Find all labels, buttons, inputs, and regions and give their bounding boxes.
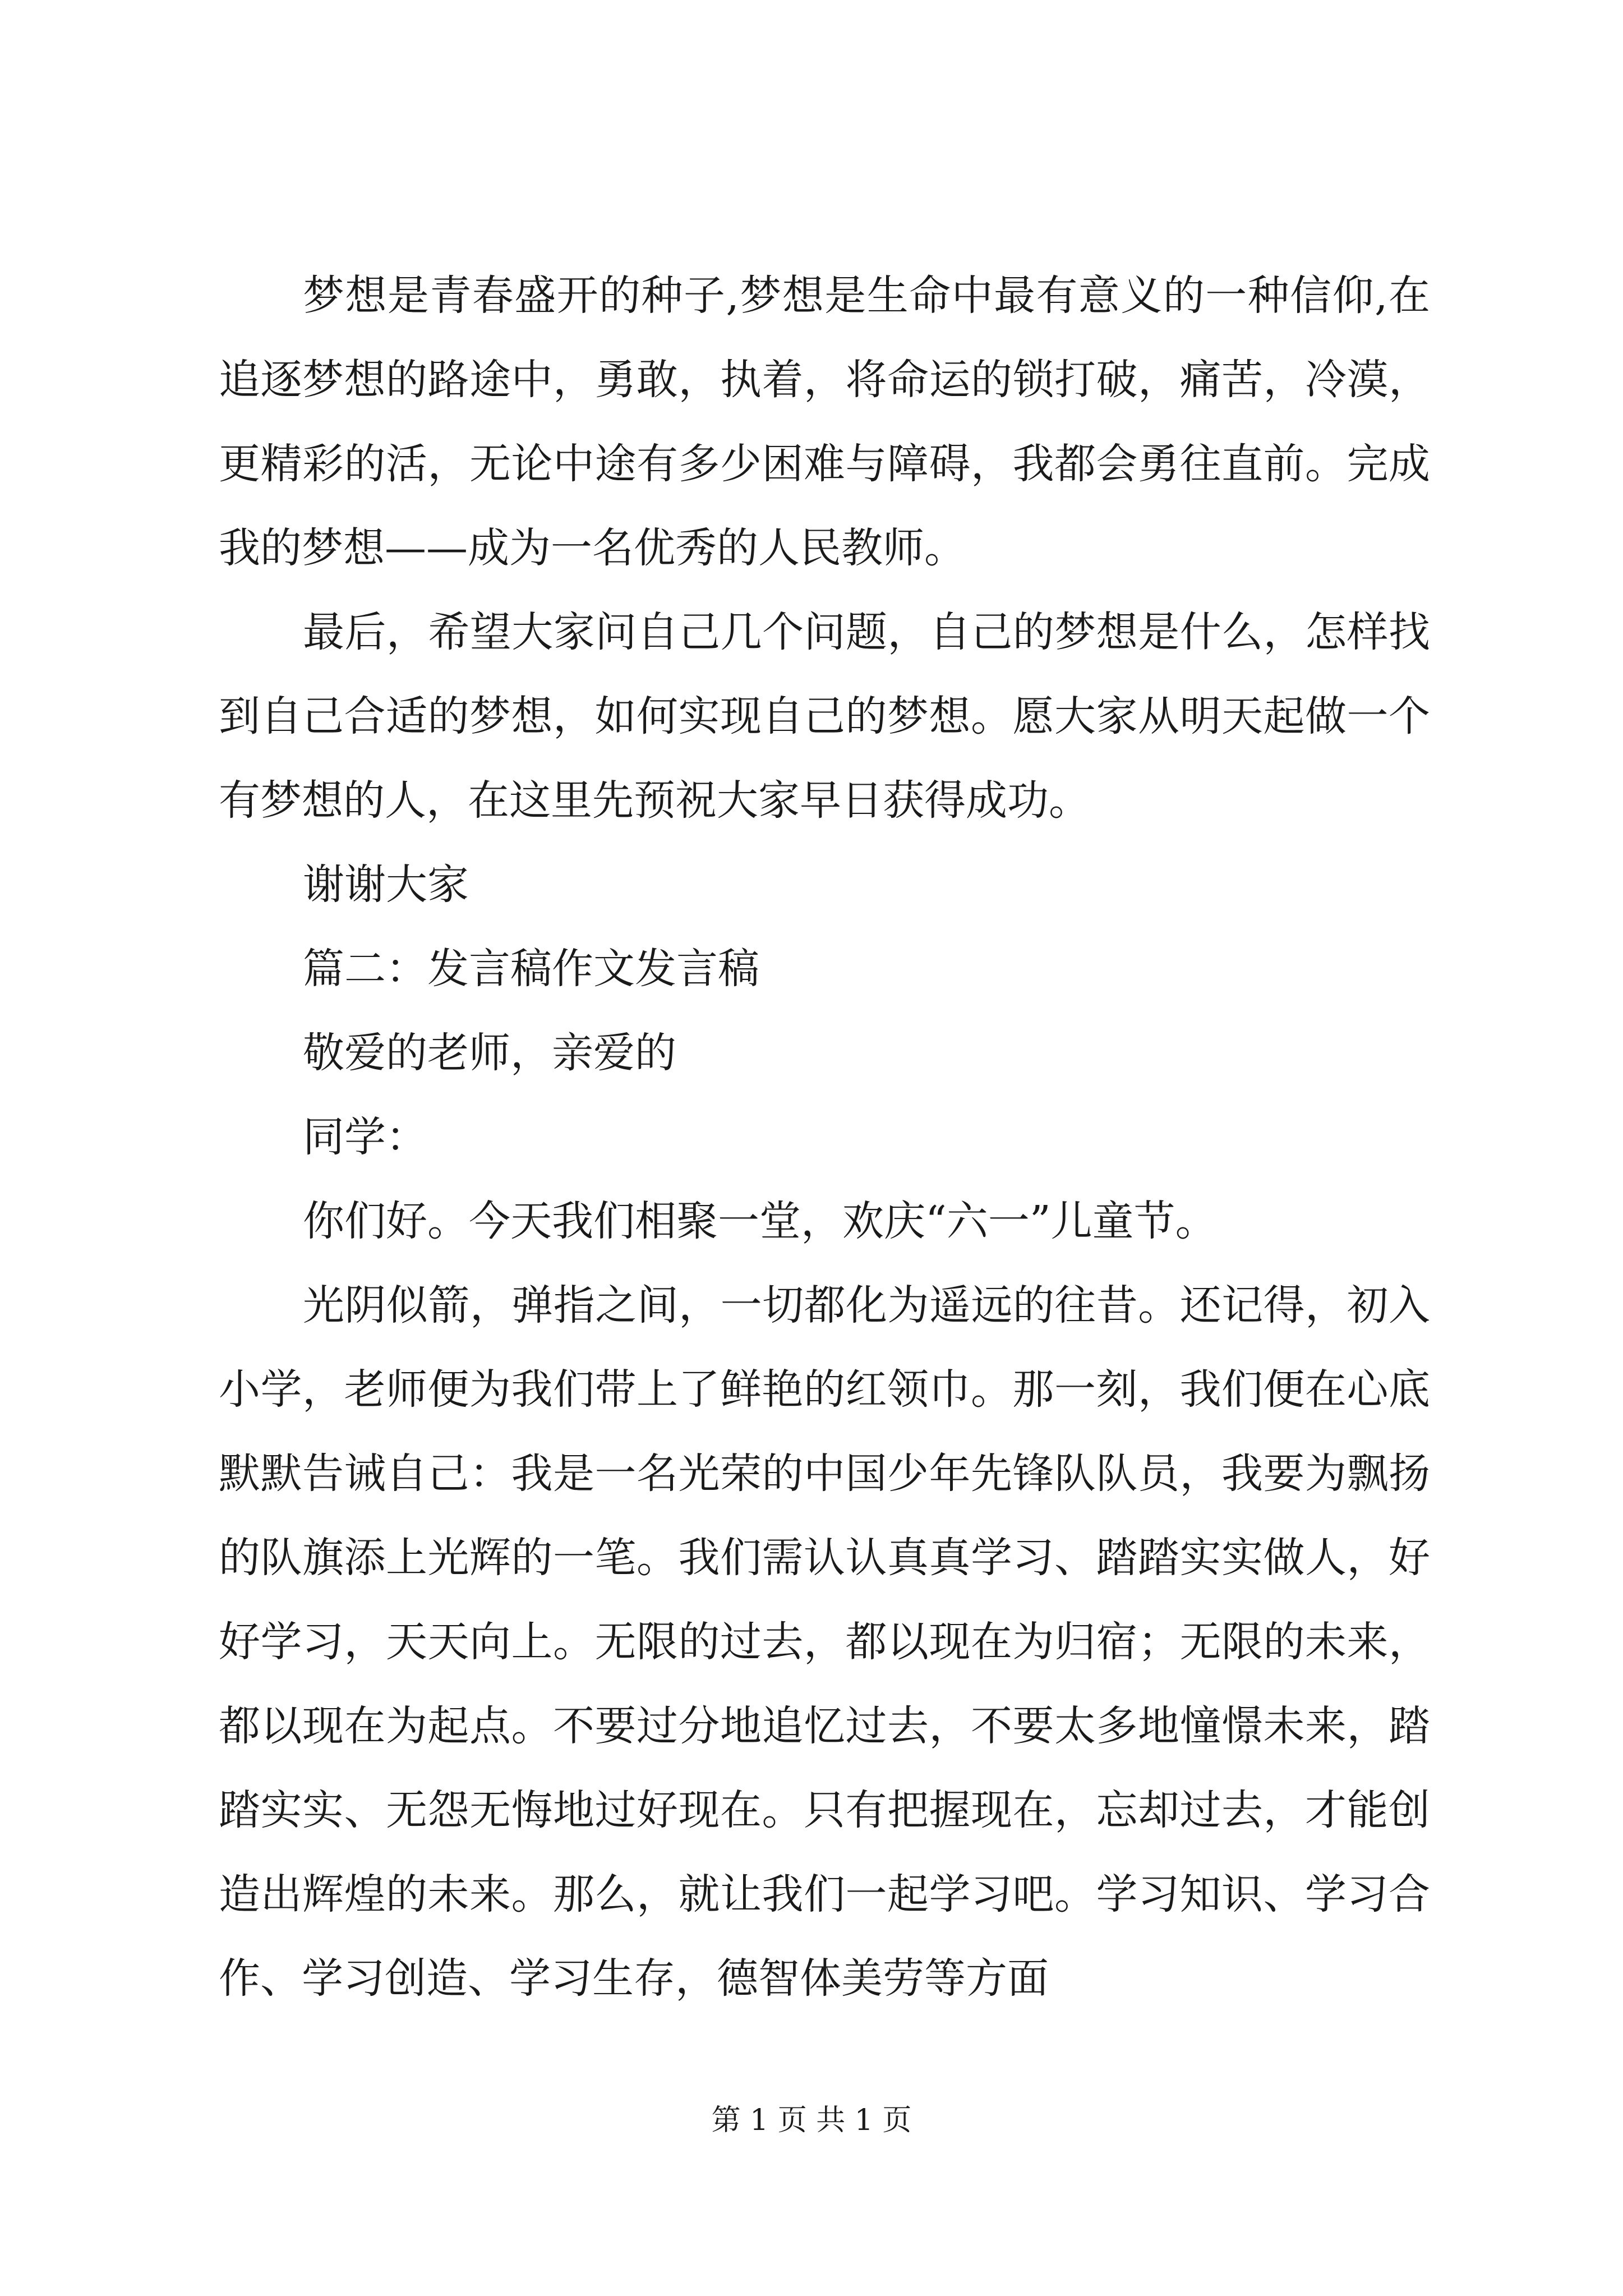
paragraph-dream-seed: 梦想是青春盛开的种子,梦想是生命中最有意义的一种信仰,在追逐梦想的路途中，勇敢，执着，将命运的锁打破，痛苦，冷漠，更精彩的活，无论中途有多少困难与障碍，我都会勇往直前。完成我的梦想——成为一名优秀的人民教师。 [219, 272, 1430, 572]
salutation-teachers: 敬爱的老师，亲爱的 [303, 1029, 676, 1077]
document-body [219, 254, 1430, 2021]
paragraph-closing-wish: 最后，希望大家问自己几个问题，自己的梦想是什么，怎样找到自己合适的梦想，如何实现自己的梦想。愿大家从明天起做一个有梦想的人，在这里先预祝大家早日获得成功。 [219, 608, 1430, 825]
salutation-classmates: 同学： [303, 1113, 427, 1161]
paragraph-time-flies: 光阴似箭，弹指之间，一切都化为遥远的往昔。还记得，初入小学，老师便为我们带上了鲜艳的红领巾。那一刻，我们便在心底默默告诫自己：我是一名光荣的中国少年先锋队队员，我要为飘扬的队旗添上光辉的一笔。我们需认认真真学习、踏踏实实做人，好好学习，天天向上。无限的过去，都以现在为归宿；无限的未来，都以现在为起点。不要过分地追忆过去，不要太多地憧憬未来，踏踏实实、无怨无悔地过好现在。只有把握现在，忘却过去，才能创造出辉煌的未来。那么，就让我们一起学习吧。学习知识、学习合作、学习创造、学习生存，德智体美劳等方面 [219, 1281, 1430, 2003]
page-footer: 第 1 页 共 1 页 [711, 2104, 912, 2137]
section-heading-part-two: 篇二：发言稿作文发言稿 [303, 945, 759, 993]
paragraph-thanks: 谢谢大家 [303, 861, 469, 909]
paragraph-greeting: 你们好。今天我们相聚一堂，欢庆“六一”儿童节。 [303, 1197, 1217, 1245]
